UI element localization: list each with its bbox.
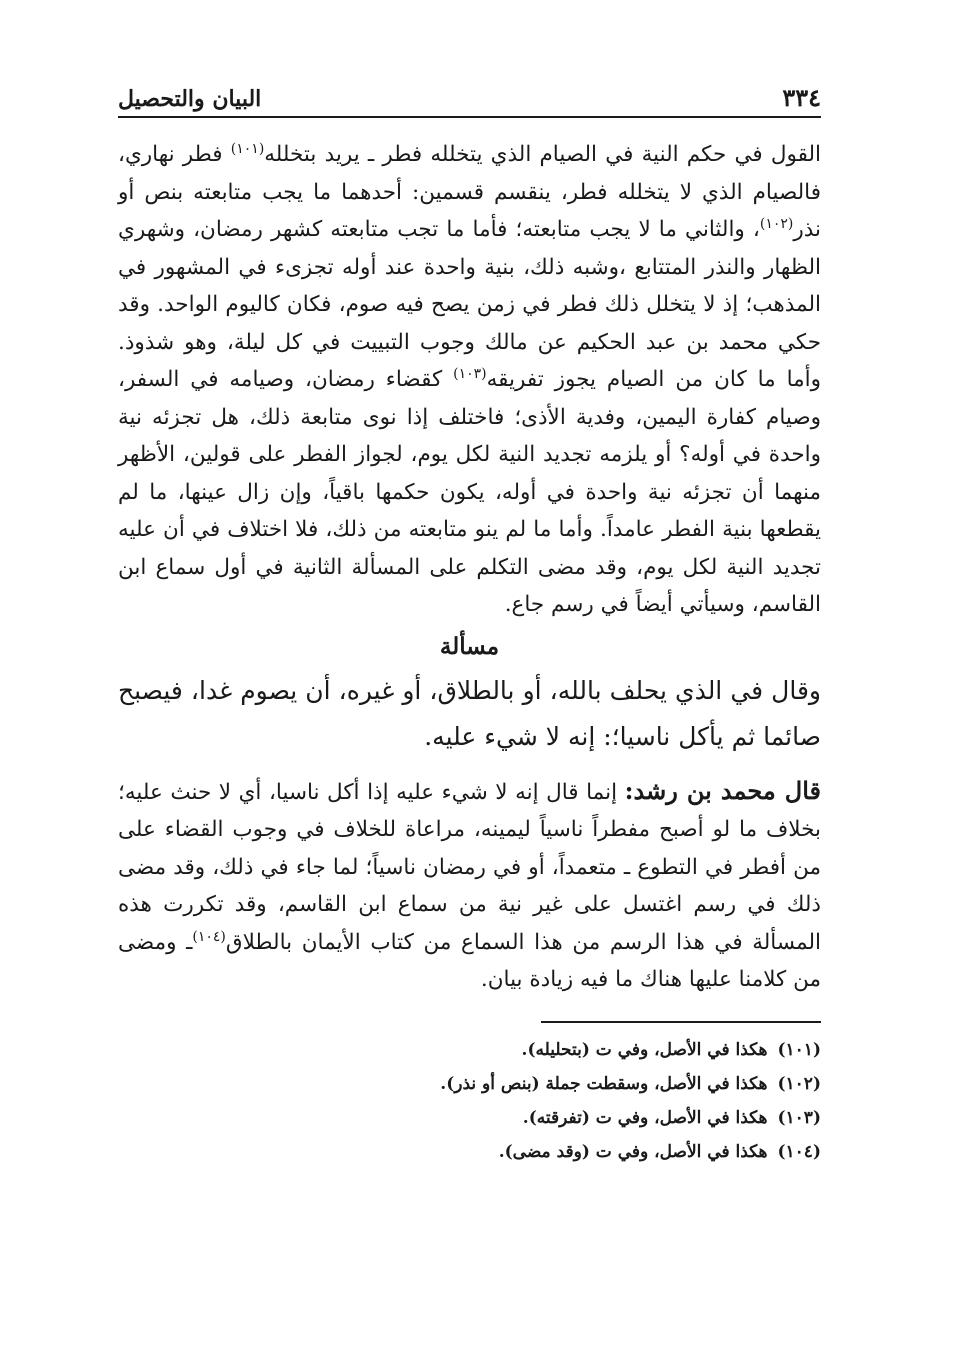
footnotes-list — [118, 1033, 821, 1169]
footnote-item — [118, 1135, 821, 1169]
page-header — [118, 70, 821, 118]
page-number: ٣٣٤ — [782, 83, 821, 112]
text-run: ـ ومضى من كلامنا عليها هناك ما فيه زيادة بيان. — [118, 929, 821, 992]
footnote-ref-102: (١٠٢) — [759, 215, 794, 232]
speaker-label: قال محمد بن رشد: — [624, 775, 821, 805]
footnote-text: هكذا في الأصل، وفي ت (وقد مضى). — [498, 1141, 768, 1162]
footnote-number: (١٠٢) — [777, 1073, 821, 1094]
footnote-text: هكذا في الأصل، وفي ت (بتحليله). — [521, 1039, 768, 1060]
footnote-number: (١٠٤) — [777, 1141, 821, 1162]
footnote-number: (١٠٣) — [777, 1107, 821, 1128]
footnote-number: (١٠١) — [777, 1039, 821, 1060]
running-title: البيان والتحصيل — [118, 86, 262, 112]
page — [118, 70, 821, 1169]
text-run: ، والثاني ما لا يجب متابعته؛ فأما ما تجب متابعته كشهر رمضان، وشهري الظهار والنذر المتتابع ،وشبه ذلك، بنية واحدة عند أوله تجزىء في المشهور في المذهب؛ إذ لا يتخلل ذلك فطر في زمن يصح فيه صوم، فكان كاليوم الواحد. وقد حكي محمد بن عبد الحكيم عن مالك وجوب التبييت في كل ليلة، وهو شذوذ. وأما ما كان من الصيام يجوز تفريقه — [118, 217, 821, 392]
section-heading: مسألة — [439, 632, 500, 660]
footnote-item — [118, 1033, 821, 1067]
footnote-ref-101: (١٠١) — [230, 140, 265, 157]
footnote-divider — [541, 1021, 821, 1023]
body-paragraph-1 — [118, 136, 821, 624]
text-run: إنما قال إنه لا شيء عليه إذا أكل ناسيا، أي لا حنث عليه؛ بخلاف ما لو أصبح مفطراً ناسياً ليمينه، مراعاة للخلاف في وجوب القضاء على من أفطر في التطوع ـ متعمداً، أو في رمضان ناسياً؛ لما جاء في ذلك، وقد مضى ذلك في رسم اغتسل على غير نية من سماع ابن القاسم، وقد تكررت هذه المسألة في هذا الرسم من هذا السماع من كتاب الأيمان بالطلاق — [118, 779, 821, 955]
footnote-text: هكذا في الأصل، وفي ت (تفرقته). — [522, 1107, 768, 1128]
footnote-text: هكذا في الأصل، وسقطت جملة (بنص أو نذر). — [440, 1073, 768, 1094]
question-paragraph: وقال في الذي يحلف بالله، أو بالطلاق، أو غيره، أن يصوم غدا، فيصبح صائما ثم يأكل ناسيا؛: إنه لا شيء عليه. — [118, 675, 821, 751]
footnote-item — [118, 1067, 821, 1101]
footnote-ref-104: (١٠٤) — [192, 928, 226, 945]
footnote-item — [118, 1101, 821, 1135]
text-run: كقضاء رمضان، وصيامه في السفر، وصيام كفارة اليمين، وفدية الأذى؛ فاختلف إذا نوى متابعة ذلك، هل تجزئه نية واحدة في أوله؟ أو يلزمه تجديد النية لكل يوم، لجواز الفطر على قولين، الأظهر منهما أن تجزئه نية واحدة في أوله، يكون حكمها باقياً، وإن زال عينها، ما لم يقطعها بنية الفطر عامداً. وأما ما لم ينو متابعته من ذلك، فلا اختلاف في أن عليه تجديد النية لكل يوم، وقد مضى التكلم على المسألة الثانية في أول سماع ابن القاسم، وسيأتي أيضاً في رسم جاع. — [118, 367, 821, 617]
footnote-ref-103: (١٠٣) — [453, 365, 487, 382]
text-run: فطر نهاري، فالصيام الذي لا يتخلله فطر، ينقسم قسمين: أحدهما ما يجب متابعته بنص أو نذر — [118, 142, 821, 242]
answer-paragraph — [118, 772, 821, 999]
text-run: القول في حكم النية في الصيام الذي يتخلله فطر ـ يريد بتخلله — [264, 142, 821, 167]
